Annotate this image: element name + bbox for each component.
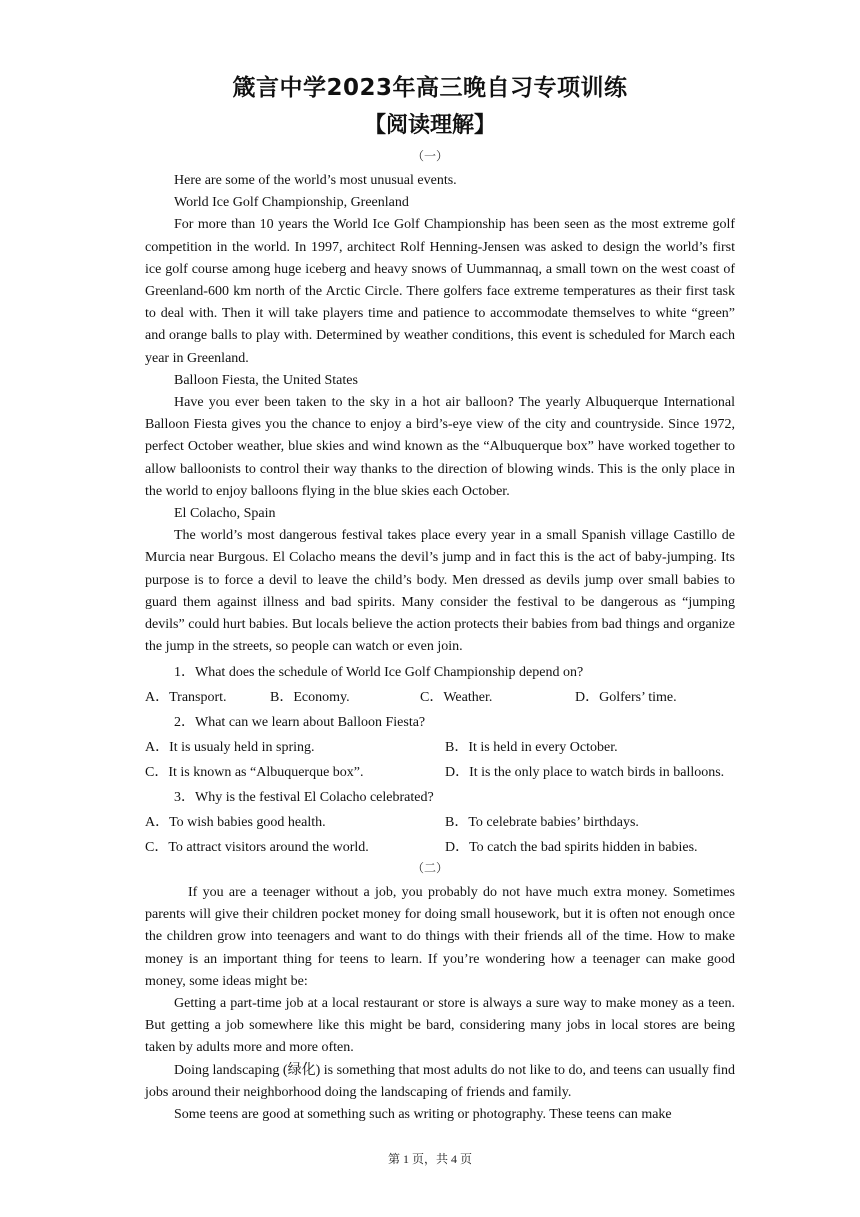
passage-marker-1: （一）	[411, 149, 448, 163]
body-paragraph: Doing landscaping (绿化) is something that most adults do not like to do, and teens can usually find jobs around their neighborhood doing the landscaping of friends and family.	[145, 1062, 735, 1100]
body-paragraph: Getting a part-time job at a local restaurant or store is always a sure way to make money as a teen. But getting a job somewhere like this might be bard, considering many jobs in local stores are being taken by adults more and more often.	[145, 996, 735, 1056]
question-2-options-row-1	[145, 735, 735, 760]
option-d: D．To catch the bad spirits hidden in babies.	[445, 840, 698, 856]
question-2-options-row-2	[145, 760, 735, 785]
option-a: A．Transport.	[145, 690, 227, 706]
option-a: A．It is usualy held in spring.	[145, 740, 315, 756]
event-heading: El Colacho, Spain	[174, 506, 276, 522]
question-3-options-row-2	[145, 835, 735, 860]
option-c: C．To attract visitors around the world.	[145, 840, 369, 856]
body-paragraph: Some teens are good at something such as writing or photography. These teens can make	[174, 1107, 672, 1123]
body-paragraph: For more than 10 years the World Ice Golf Championship has been seen as the most extreme golf competition in the world. In 1997, architect Rolf Henning-Jensen was asked to design the world’s first ice golf course among huge iceberg and heavy snows of Uummannaq, a small town on the west coast of Greenland-600 km north of the Arctic Circle. There golfers face extreme temperatures as their first task to deal with. Then it will take players time and patience to accommodate themselves to white “green” and orange balls to play with. Determined by weather conditions, this event is scheduled for March each year in Greenland.	[145, 217, 735, 366]
passage-marker-2: （二）	[411, 861, 448, 875]
question-1-stem: 1．What does the schedule of World Ice Golf Championship depend on?	[174, 665, 584, 681]
option-b: B．Economy.	[270, 690, 350, 706]
option-c: C．Weather.	[420, 690, 493, 706]
page-footer: 第 1 页，共 4 页	[387, 1152, 472, 1166]
body-paragraph: Have you ever been taken to the sky in a hot air balloon? The yearly Albuquerque International Balloon Fiesta gives you the chance to enjoy a bird’s-eye view of the city and countryside. Since 1972, perfect October weather, blue skies and wind known as the “Albuquerque box” have worked together to allow balloonists to control their way thanks to the direction of blowing winds. This is the only place in the world to enjoy balloons flying in the blue skies each October.	[145, 395, 735, 499]
body-paragraph: The world’s most dangerous festival takes place every year in a small Spanish village Castillo de Murcia near Burgous. El Colacho means the devil’s jump and in fact this is the act of baby-jumping. Its purpose is to force a devil to leave the child’s body. Men dressed as devils jump over small babies to guard them against illness and bad spirits. Many consider the festival to be dangerous as “jumping devils” could hurt babies. But locals believe the action protects their babies from bad things and organize the jump in the streets, so people can watch or even join.	[145, 528, 735, 655]
event-heading: World Ice Golf Championship, Greenland	[174, 195, 409, 211]
passage-1	[145, 170, 735, 860]
option-b: B．It is held in every October.	[445, 740, 618, 756]
option-b: B．To celebrate babies’ birthdays.	[445, 815, 639, 831]
document-title: 箴言中学2023年高三晚自习专项训练	[232, 75, 628, 101]
body-paragraph: If you are a teenager without a job, you probably do not have much extra money. Sometimes parents will give their children pocket money for doing small housework, but it is often not enough once the children grow into teenagers and want to do things with their friends all of the time. How to make money is an important thing for teens to learn. If you’re wondering how a teenager can make good money, some ideas might be:	[145, 885, 735, 989]
question-3-options-row-1	[145, 810, 735, 835]
intro-paragraph: Here are some of the world’s most unusual events.	[174, 173, 457, 188]
option-a: A．To wish babies good health.	[145, 815, 326, 831]
section-heading: 【阅读理解】	[363, 113, 496, 138]
option-d: D．It is the only place to watch birds in balloons.	[445, 765, 725, 781]
event-heading: Balloon Fiesta, the United States	[174, 372, 358, 388]
option-d: D．Golfers’ time.	[575, 690, 677, 706]
question-1-options	[145, 685, 735, 710]
passage-2	[145, 882, 735, 1126]
question-3-stem: 3．Why is the festival El Colacho celebrated?	[174, 790, 434, 806]
option-c: C．It is known as “Albuquerque box”.	[145, 765, 364, 781]
question-2-stem: 2．What can we learn about Balloon Fiesta?	[174, 715, 426, 731]
